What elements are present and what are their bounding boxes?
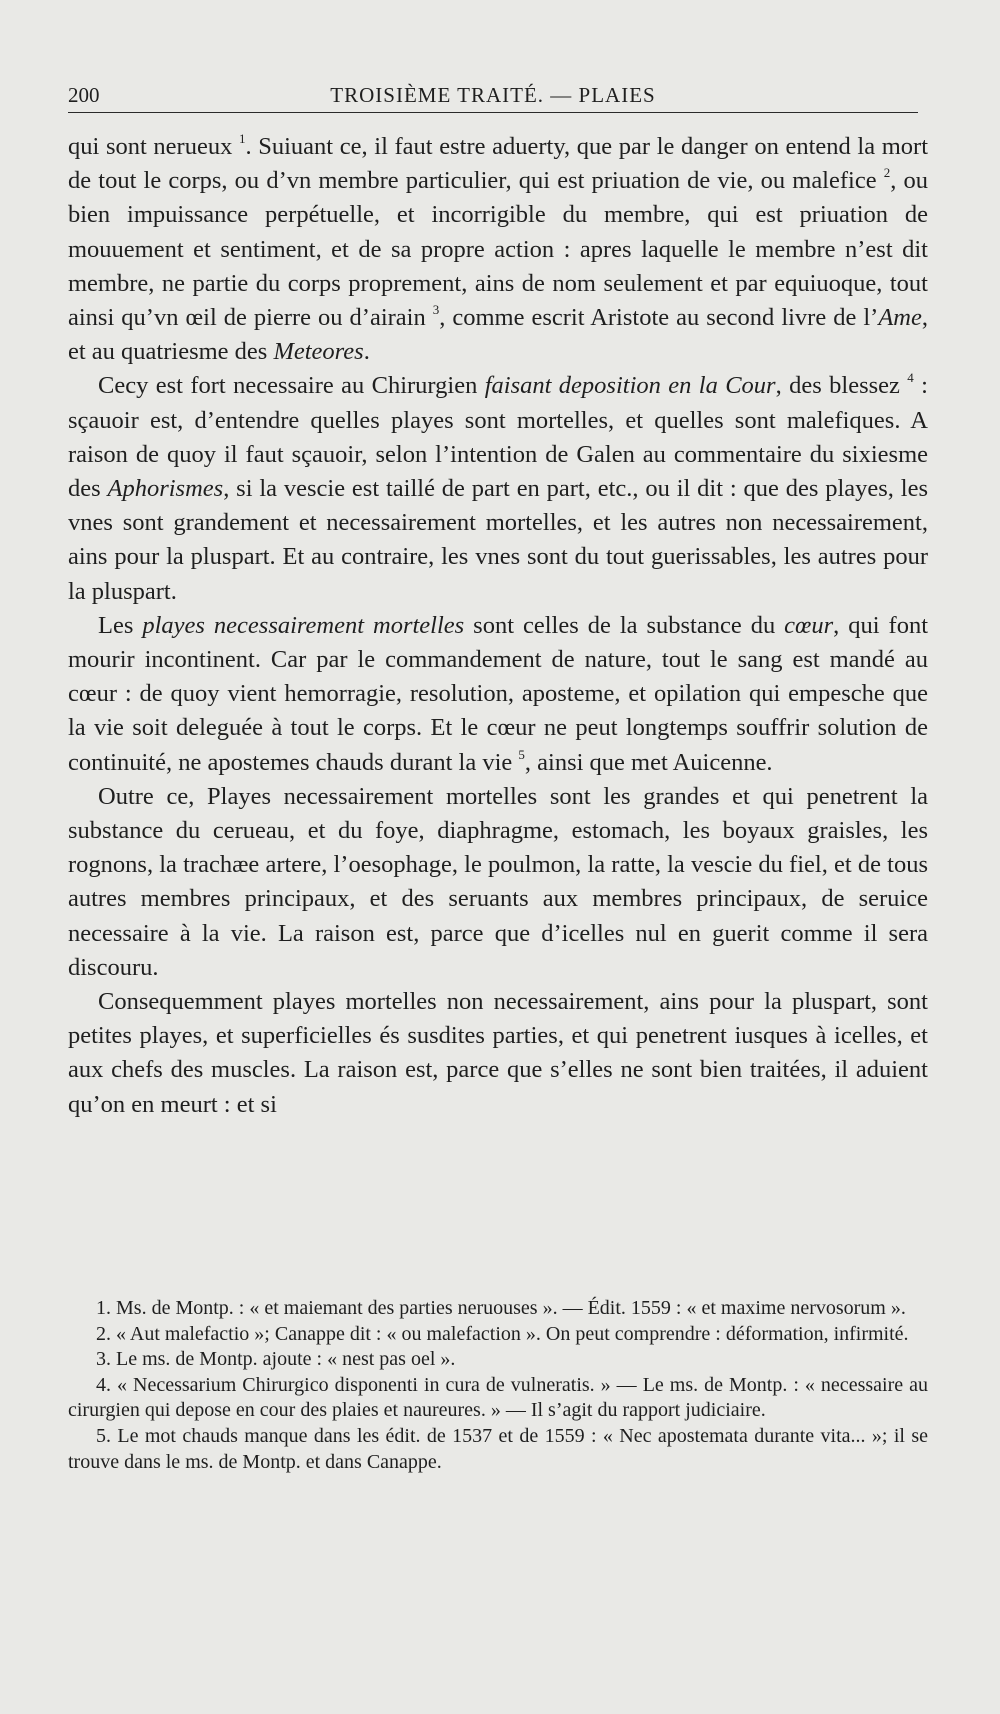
- footnote-ref: 2: [883, 165, 891, 181]
- text-run: .: [363, 338, 370, 366]
- page-number: 200: [68, 83, 100, 107]
- text-run: Les: [98, 611, 143, 639]
- text-run: , des blessez: [775, 372, 908, 400]
- paragraph-4: Outre ce, Playes necessairement mortelles sont les grandes et qui penetrent la substance du cerueau, et du foye, diaphragme, estomach, les boyaux graisles, les rognons, la trachæe artere, l’oesophage, le poulmon, la ratte, la vescie du fiel, et de tous autres membres principaux, et des seruants aux membres principaux, de seruice necessaire à la vie. La raison est, parce que d’icelles nul en guerit comme il sera discouru.: [68, 782, 928, 981]
- paragraph-3: [68, 609, 928, 780]
- paragraph-5: Consequemment playes mortelles non necessairement, ains pour la pluspart, sont petites playes, et superficielles és susdites parties, et qui penetrent iusques à icelles, et aux chefs des muscles. La raison est, parce que s’elles ne sont bien traitées, il aduient qu’on en meurt : et si: [68, 988, 928, 1118]
- footnote-3: 3. Le ms. de Montp. ajoute : « nest pas oel ».: [96, 1348, 456, 1371]
- text-run: sont celles de la substance du: [464, 611, 785, 639]
- footnote-ref: 5: [518, 746, 525, 762]
- italic-text: Aphorismes: [107, 475, 224, 503]
- paragraph-1: [68, 130, 928, 369]
- running-title: TROISIÈME TRAITÉ. — PLAIES: [330, 83, 656, 107]
- text-run: , si la vescie est taillé de part en part, etc., ou il dit : que des playes, les vnes sont grandement et necessairement mortelles, et les autres non necessairement, ains pour la pluspart. Et au contraire, les vnes sont du tout guerissables, les autres pour la pluspart.: [68, 475, 928, 605]
- footnote-4: 4. « Necessarium Chirurgico disponenti in cura de vulneratis. » — Le ms. de Montp. : « necessaire au cirurgien qui depose en cour des plaies et naureures. » — Il s’agit du rapport judiciaire.: [68, 1373, 928, 1422]
- italic-text: playes necessairement mortelles: [142, 611, 465, 639]
- text-run: qui sont nerueux: [68, 133, 239, 160]
- text-run: . Suiuant ce, il faut estre aduerty, que par le danger on entend la mort de tout le corps, ou d’vn membre particulier, qui est priuation de vie, ou malefice: [68, 133, 928, 195]
- footnote-ref: 1: [238, 130, 246, 146]
- main-text: [68, 130, 928, 1122]
- text-run: , ou bien impuissance perpétuelle, et incorrigible du membre, qui est priuation de mouuement et sentiment, et de sa propre action : apres laquelle le membre n’est dit membre, ne partie du corps proprement, ains de nom seulement et par equiuoque, tout ainsi qu’vn œil de pierre ou d’airain: [68, 167, 929, 332]
- italic-text: Meteores: [273, 338, 364, 366]
- footnote-2: 2. « Aut malefactio »; Canappe dit : « ou malefaction ». On peut comprendre : déformation, infirmité.: [96, 1322, 909, 1345]
- text-run: : sçauoir est, d’entendre quelles playes sont mortelles, et quelles sont malefiques. A raison de quoy il faut sçauoir, selon l’intention de Galen au commentaire du sixiesme des: [68, 372, 928, 503]
- text-run: , qui font mourir incontinent. Car par le commandement de nature, tout le sang est mandé au cœur : de quoy vient hemorragie, resolution, aposteme, et opilation qui empesche que la vie soit deleguée à tout le corps. Et le cœur ne peut longtemps souffrir solution de continuité, ne apostemes chauds durant la vie: [68, 611, 929, 776]
- page-header: [68, 72, 918, 108]
- footnote-ref: 4: [907, 370, 914, 386]
- text-run: Cecy est fort necessaire au Chirurgien: [98, 372, 485, 400]
- italic-text: cœur: [784, 611, 834, 639]
- text-run: , ainsi que met Auicenne.: [524, 748, 773, 776]
- footnotes: [68, 1296, 928, 1475]
- paragraph-2: [68, 369, 928, 608]
- italic-text: Ame: [878, 304, 922, 332]
- header-rule: [68, 112, 918, 113]
- footnote-ref: 3: [432, 301, 440, 317]
- text-run: , comme escrit Aristote au second livre de l’: [439, 304, 879, 332]
- text-run: , et au quatriesme des: [68, 304, 928, 366]
- footnote-1: 1. Ms. de Montp. : « et maiemant des parties neruouses ». — Édit. 1559 : « et maxime nervosorum ».: [96, 1297, 906, 1319]
- italic-text: faisant deposition en la Cour: [484, 372, 776, 400]
- footnote-5: 5. Le mot chauds manque dans les édit. de 1537 et de 1559 : « Nec apostemata durante vita... »; il se trouve dans le ms. de Montp. et dans Canappe.: [68, 1424, 928, 1473]
